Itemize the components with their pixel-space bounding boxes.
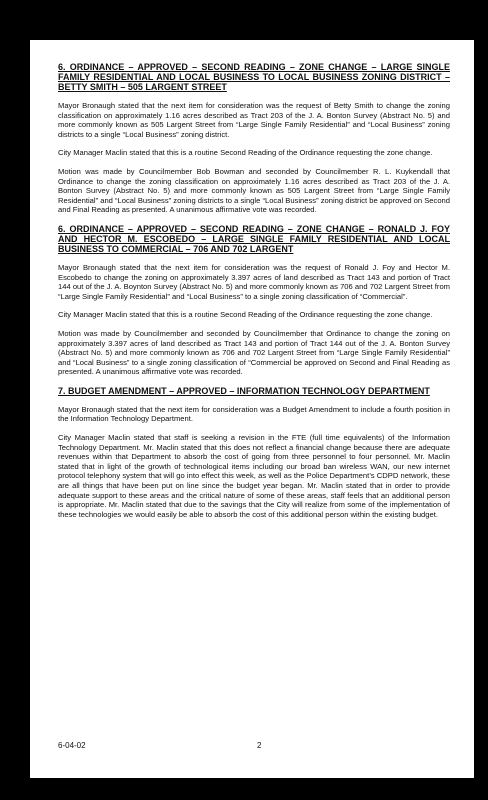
paragraph: City Manager Maclin stated that this is a routine Second Reading of the Ordinance requesting the zone change. [58, 310, 433, 320]
scan-border-bottom [0, 778, 488, 800]
section-zone-change-smith [58, 62, 450, 215]
paragraph: Motion was made by Councilmember Bob Bowman and seconded by Councilmember R. L. Kuykendall that Ordinance to change the zoning classification on approximately 1.16 acres described as Tract 203 of the J. A. Bonton Survey (Abstract No. 5) and more commonly known as 505 Largent Street from “Large Single Family Residential” and “Local Business” zoning districts to a single “Local Business” zoning district be approved on Second and Final Reading as presented. A unanimous affirmative vote was recorded. [58, 166, 450, 215]
document-body [58, 62, 450, 528]
scan-border-top [0, 0, 488, 40]
paragraph: Motion was made by Councilmember and seconded by Councilmember that Ordinance to change the zoning on approximately 3.397 acres of land described as Tract 143 and portion of Tract 144 out of the J. A. Bonton Survey (Abstract No. 5) and more commonly known as 706 and 702 Largent Street from “Large Single Family Residential” and “Local Business” to a single zoning classification of “Commercial be approved on Second and Final Reading as presented. A unanimous affirmative vote was recorded. [58, 328, 450, 377]
section-heading: 7. BUDGET AMENDMENT – APPROVED – INFORMATION TECHNOLOGY DEPARTMENT [58, 385, 430, 396]
section-heading: 6. ORDINANCE – APPROVED – SECOND READING – ZONE CHANGE – RONALD J. FOY AND HECTOR M. ESCOBEDO – LARGE SINGLE FAMILY RESIDENTIAL AND LOCAL BUSINESS TO COMMERCIAL – 706 AND 702 LARGENT [58, 223, 450, 254]
paragraph: Mayor Bronaugh stated that the next item for consideration was a Budget Amendment to include a fourth position in the Information Technology Department. [58, 404, 450, 424]
page-number: 2 [257, 741, 262, 750]
section-budget-amendment [58, 386, 450, 520]
paragraph: City Manager Maclin stated that staff is seeking a revision in the FTE (full time equivalents) of the Information Technology Department. Mr. Maclin stated that this does not reflect a financial change because there are adequate revenues within that Department to absorb the cost of going from three personnel to four personnel. Mr. Maclin stated that in light of the growth of technological items including our broad ban wireless WAN, our new internet protocol telephony system that will go into effect this week, as well as the Police Department’s CDPD network, these are all things that have been put on line since the budget year began. Mr. Maclin stated that in order to provide adequate support to these areas and the critical nature of some of these areas, staff feels that an additional person is appropriate. Mr. Maclin stated that due to the savings that the City will realize from some of the implementation of these technologies we would easily be able to absorb the cost of this additional person within the existing budget. [58, 433, 450, 519]
scan-border-left [0, 0, 30, 800]
footer-date: 6-04-02 [58, 741, 86, 750]
section-heading: 6. ORDINANCE – APPROVED – SECOND READING – ZONE CHANGE – LARGE SINGLE FAMILY RESIDENTIAL AND LOCAL BUSINESS TO LOCAL BUSINESS ZONING DISTRICT – BETTY SMITH – 505 LARGENT STREET [58, 62, 450, 92]
scan-border-right [474, 0, 488, 800]
paragraph: City Manager Maclin stated that this is a routine Second Reading of the Ordinance requesting the zone change. [58, 148, 433, 158]
document-page [30, 40, 474, 778]
section-zone-change-foy-escobedo [58, 224, 450, 377]
paragraph: Mayor Bronaugh stated that the next item for consideration was the request of Ronald J. Foy and Hector M. Escobedo to change the zoning on approximately 3.397 acres of land described as Tract 143 and portion of Tract 144 out of the J. A. Boynton Survey (Abstract No. 5) and more commonly known as 706 and 702 Largent Street from “Large Single Family Residential” and “Local Business” to a single zoning classification of “Commercial”. [58, 262, 450, 301]
paragraph: Mayor Bronaugh stated that the next item for consideration was the request of Betty Smith to change the zoning classification on approximately 1.16 acres described as Tract 203 of the J. A. Bonton Survey (Abstract No. 5) and more commonly known as 505 Largent Street from “Large Single Family Residential” and “Local Business” zoning districts to a single “Local Business” zoning district. [58, 101, 450, 139]
